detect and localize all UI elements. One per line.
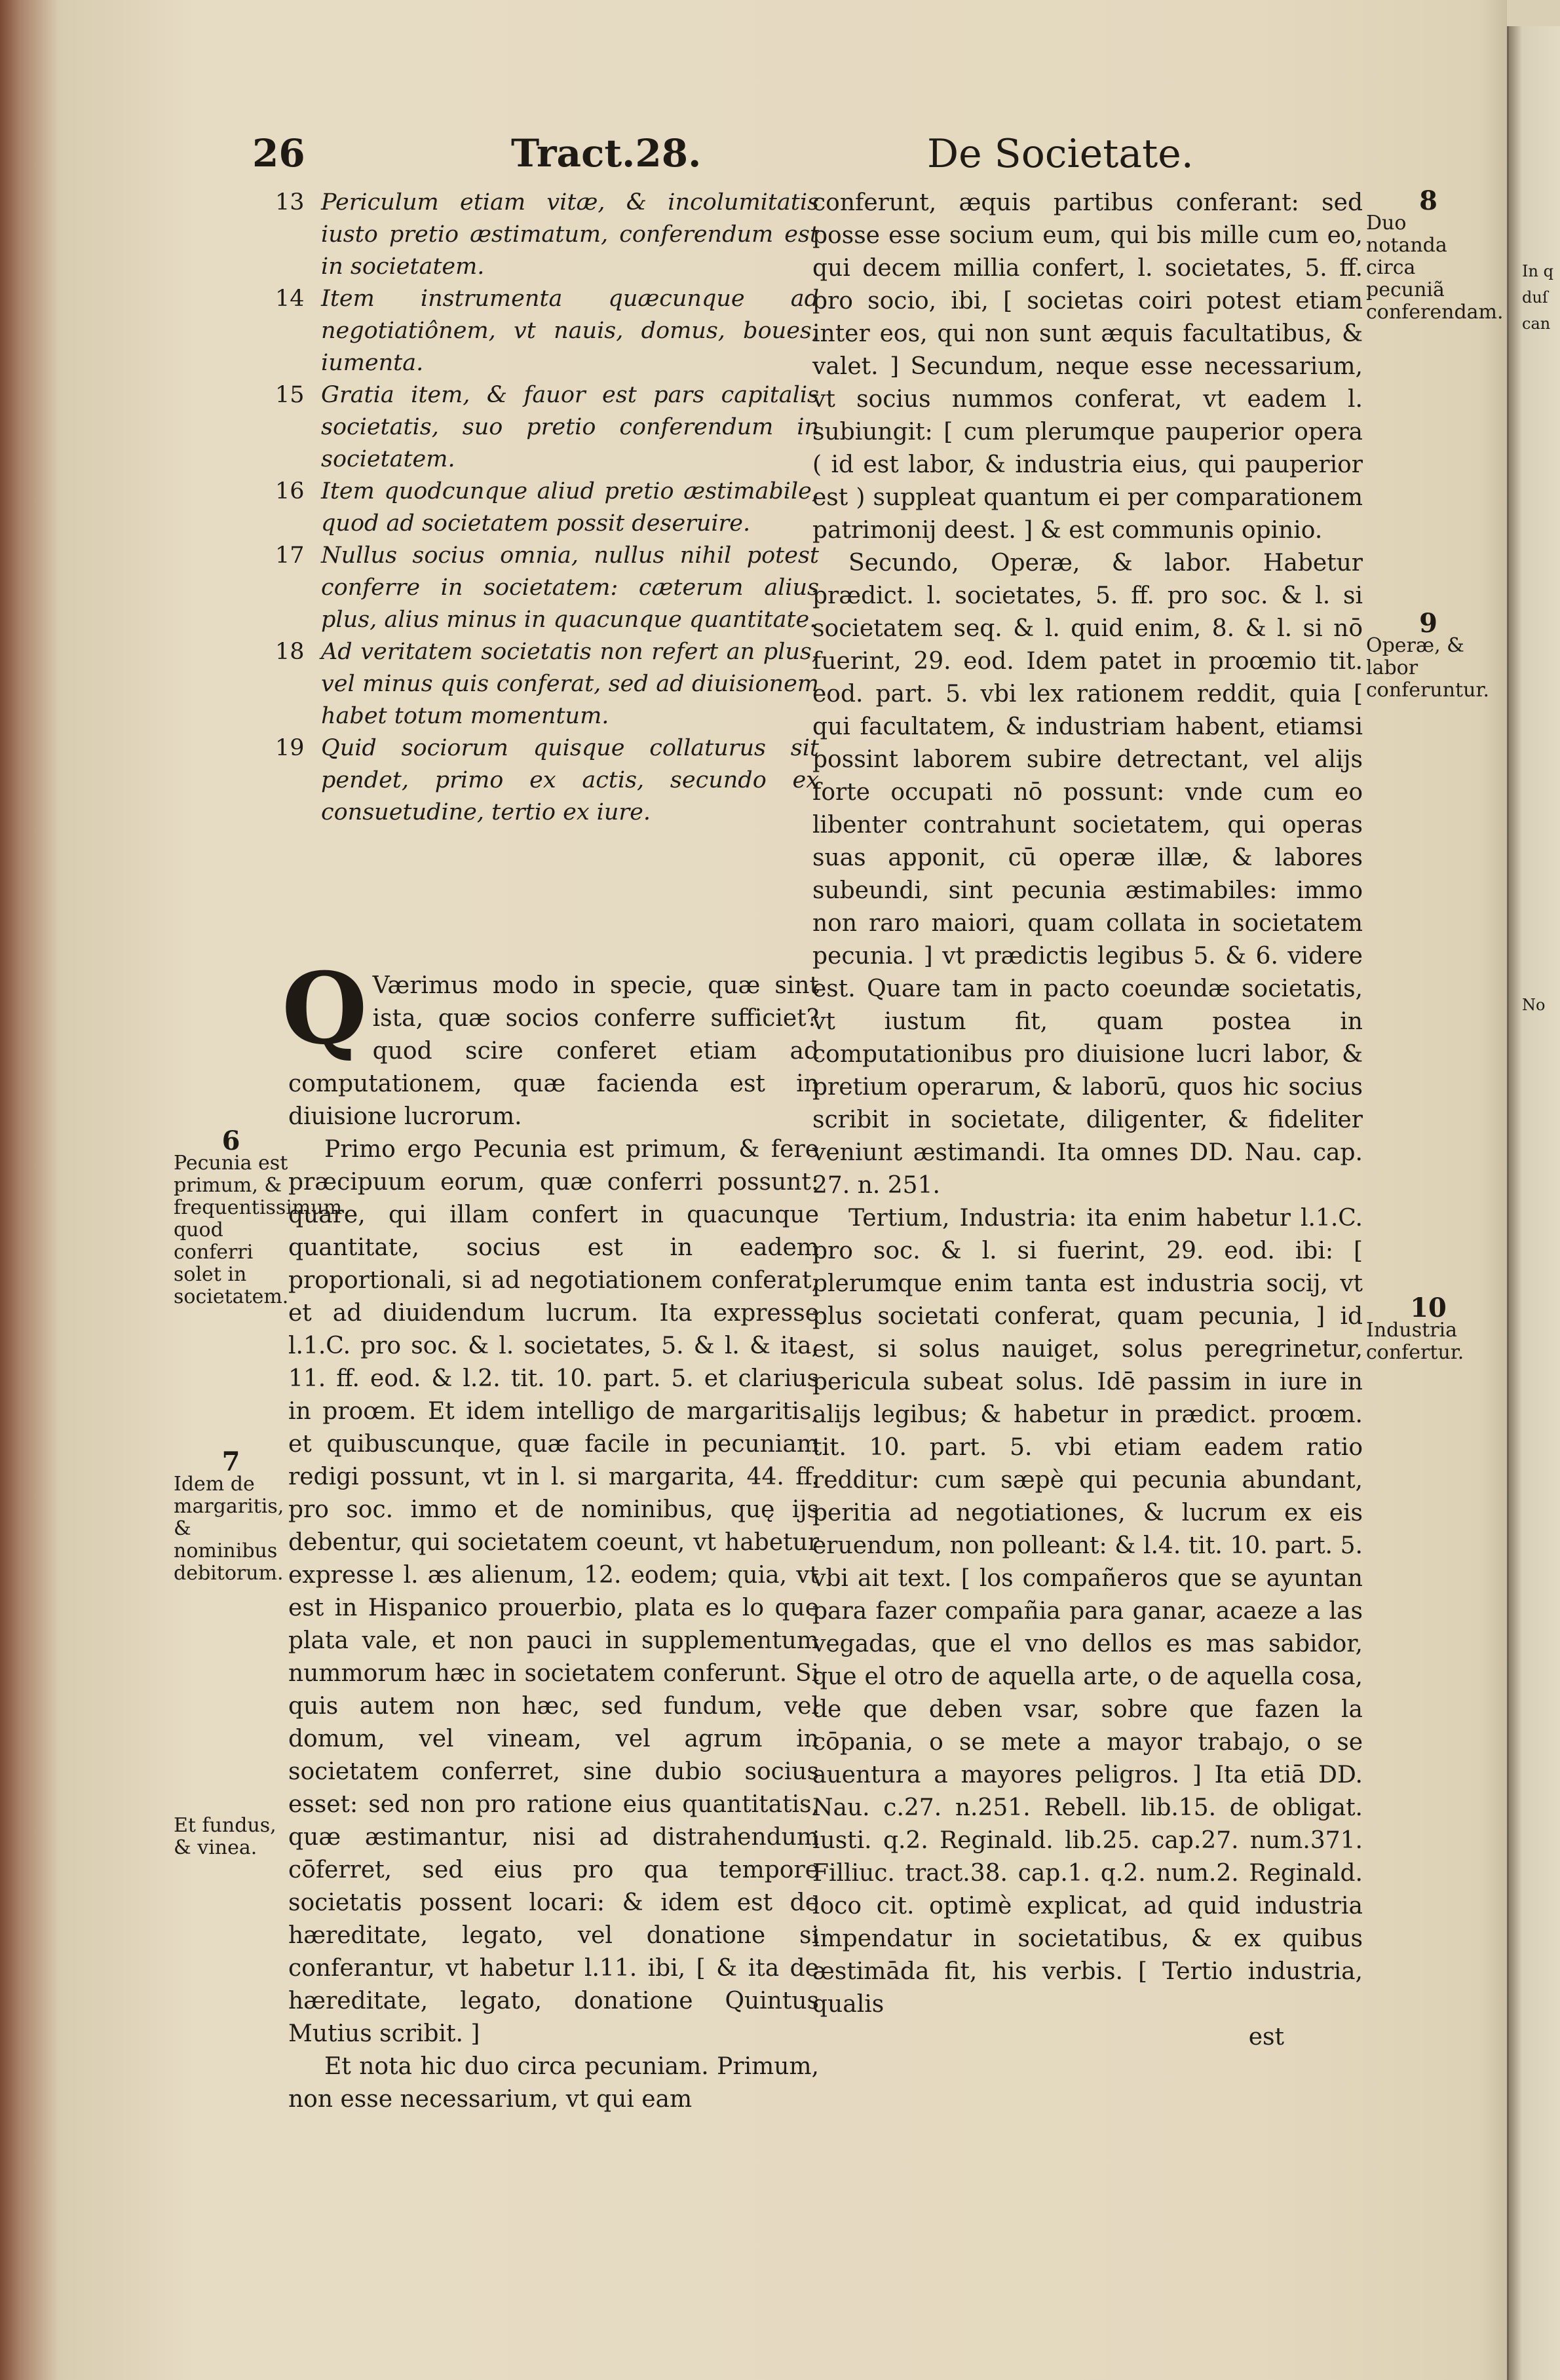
paragraph: Tertium, Industria: ita enim habetur l.1.C. pro soc. & l. si fuerint, 29. eod. ibi: [ plerumque enim tanta est industria socij, vt plus societati conferat, quam pecunia, ] id est, si solus nauiget, solus peregrinetur, pericula subeat solus. Idē passim in iure in alijs legibus; & habetur in prædict. proœm. tit. 10. part. 5. vbi etiam eadem ratio redditur: cum sæpè qui pecunia abundant, peritia ad negotiationes, & lucrum ex eis eruendum, non polleant: & l.4. tit. 10. part. 5. vbi ait text. [ los compañeros que se ayuntan para fazer compañia para ganar, acaeze a las vegadas, que el vno dellos es mas sabidor, que el otro de aquella arte, o de aquella cosa, de que deben vsar, sobre que fazen la cōpania, o se mete a mayor trabajo, o se auentura a mayores peligros. ] Ita etiā DD. Nau. c.27. n.251. Rebell. lib.15. de obligat. iusti. q.2. Reginald. lib.25. cap.27. num.371. Filliuc. tract.38. cap.1. q.2. num.2. Reginald. loco cit. optimè explicat, ad quid industria impendatur in societatibus, & ex quibus æstimāda fit, his verbis. [ Tertio industria, qualis bbox=[812, 1205, 1363, 2018]
summary-item: 16 Item quodcunque aliud pretio æstimabile, quod ad societatem possit deseruire. bbox=[275, 478, 819, 537]
summary-item: 13 Periculum etiam vitæ, & incolumitatis iusto pretio æstimatum, conferendum est in societatem. bbox=[275, 189, 819, 280]
body-column-right bbox=[812, 187, 1363, 2054]
body-column-left bbox=[282, 951, 819, 2116]
summary-item: 18 Ad veritatem societatis non refert an plus, vel minus quis conferat, sed ad diuisionem habet totum momentum. bbox=[275, 639, 819, 729]
tractatus-label: Tract.28. bbox=[511, 131, 702, 176]
summary-item: 14 Item instrumenta quæcunque ad negotiatiônem, vt nauis, domus, boues, iumenta. bbox=[275, 286, 819, 376]
margin-note-right: 8 Duo notanda circa pecuniã conferendam. bbox=[1366, 185, 1504, 324]
summary-item: 19 Quid sociorum quisque collaturus sit pendet, primo ex actis, secundo ex consuetudine, tertio ex iure. bbox=[275, 735, 819, 825]
fragment: In q bbox=[1522, 262, 1553, 280]
summary-list bbox=[275, 187, 819, 829]
fragment: No bbox=[1522, 996, 1546, 1014]
catchword: est bbox=[1248, 2024, 1284, 2050]
paragraph: Et nota hic duo circa pecuniam. Primum, non esse necessarium, vt qui eam bbox=[288, 2053, 819, 2113]
margin-note-left: Et fundus, & vinea. bbox=[174, 1814, 276, 1859]
adjacent-page-edge bbox=[1507, 26, 1560, 2380]
summary-item: 15 Gratia item, & fauor est pars capitalis societatis, suo pretio conferendum in societatem. bbox=[275, 382, 819, 472]
margin-note-left: 7 Idem de margaritis, & nominibus debitorum. bbox=[174, 1446, 284, 1585]
margin-note-right: 9 Operæ, & labor conferuntur. bbox=[1366, 608, 1489, 702]
drop-capital: Q bbox=[282, 951, 368, 1067]
paragraph: conferunt, æquis partibus conferant: sed posse esse socium eum, qui bis mille cum eo, qui decem millia confert, l. societates, 5. ff. pro socio, ibi, [ societas coiri potest etiam inter eos, qui non sunt æquis facultatibus, & valet. ] Secundum, neque esse necessarium, vt socius nummos conferat, vt eadem l. subiungit: [ cum plerumque pauperior opera ( id est labor, & industria eius, qui pauperior est ) suppleat quantum ei per comparationem patrimonij deest. ] & est communis opinio. bbox=[812, 189, 1363, 544]
running-header bbox=[0, 124, 1507, 183]
paragraph: Primo ergo Pecunia est primum, & fere præcipuum eorum, quæ conferri possunt: quare, qui illam confert in quacunque quantitate, socius est in eadem proportionali, si ad negotiationem conferat, et ad diuidendum lucrum. Ita expresse l.1.C. pro soc. & l. societates, 5. & l. & ita, 11. ff. eod. & l.2. tit. 10. part. 5. et clarius in proœm. Et idem intelligo de margaritis, et quibuscunque, quæ facile in pecuniam redigi possunt, vt in l. si margarita, 44. ff. pro soc. immo et de nominibus, quę ijs debentur, qui societatem coeunt, vt habetur expresse l. æs alienum, 12. eodem; quia, vt est in Hispanico prouerbio, plata es lo que plata vale, et non pauci in supplementum nummorum hæc in societatem conferunt. Si quis autem non hæc, sed fundum, vel domum, vel vineam, vel agrum in societatem conferret, sine dubio socius esset: sed non pro ratione eius quantitatis, quæ æstimantur, nisi ad distrahendum cōferret, sed eius pro qua tempore societatis possent locari: & idem est de hæreditate, legato, vel donatione si conferantur, vt habetur l.11. ibi, [ & ita de hæreditate, legato, donatione Quintus Mutius scribit. ] bbox=[288, 1136, 819, 2047]
page-number: 26 bbox=[252, 131, 305, 176]
fragment: duſ bbox=[1522, 288, 1548, 307]
running-title: De Societate. bbox=[927, 131, 1194, 177]
paragraph: Q Værimus modo in specie, quæ sint ista, quæ socios conferre sufficiet? quod scire conferet etiam ad computationem, quæ facienda est in diuisione lucrorum. bbox=[282, 951, 819, 1130]
summary-item: 17 Nullus socius omnia, nullus nihil potest conferre in societatem: cæterum alius plus, alius minus in quacunque quantitate. bbox=[275, 542, 819, 633]
paragraph: Secundo, Operæ, & labor. Habetur prædict. l. societates, 5. ff. pro soc. & l. si societatem seq. & l. quid enim, 8. & l. si nō fuerint, 29. eod. Idem patet in proœmio tit. eod. part. 5. vbi lex rationem reddit, quia [ qui facultatem, & industriam habent, etiamsi possint laborem subire detrectant, vel alijs forte occupati nō possunt: vnde cum eo libenter contrahunt societatem, qui operas suas apponit, cū operæ illæ, & labores subeundi, sint pecunia æstimabiles: immo non raro maiori, quam collata in societatem pecunia. ] vt prædictis legibus 5. & 6. videre est. Quare tam in pacto coeundæ societatis, vt iustum fit, quam postea in computationibus pro diuisione lucri labor, & pretium operarum, & laborū, quos hic socius scribit in societate, diligenter, & fideliter veniunt æstimandi. Ita omnes DD. Nau. cap. 27. n. 251. bbox=[812, 550, 1363, 1199]
margin-note-left: 6 Pecunia est primum, & frequentissimum quod conferri solet in societatem. bbox=[174, 1125, 343, 1308]
fragment: can bbox=[1522, 314, 1551, 333]
margin-note-right: 10 Industria confertur. bbox=[1366, 1293, 1464, 1364]
